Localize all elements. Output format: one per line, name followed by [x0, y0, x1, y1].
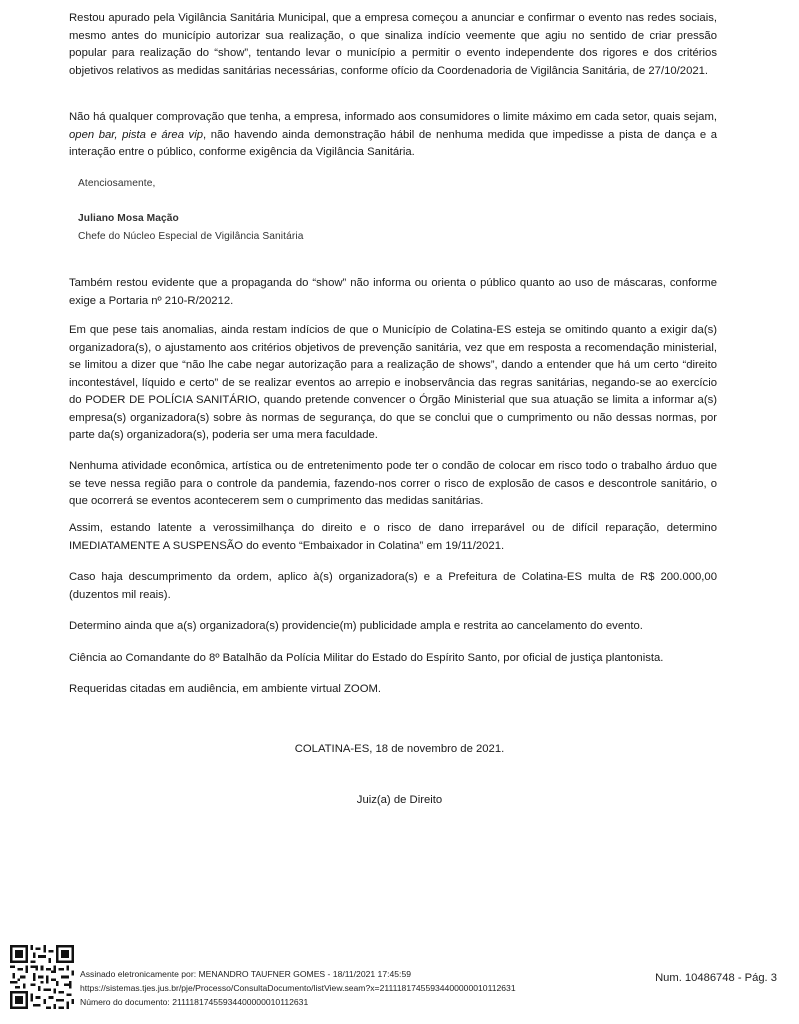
quoted-signer-name: Juliano Mosa Mação — [78, 213, 179, 224]
paragraph-text: Não há qualquer comprovação que tenha, a empresa, informado aos consumidores o limite máximo em cada setor, quais sejam, — [69, 111, 717, 123]
footer-document-url[interactable]: https://sistemas.tjes.jus.br/pje/Processo/ConsultaDocumento/listView.seam?x=21111817455934400000010112631 — [80, 983, 516, 993]
paragraph-sem-comprovacao — [69, 109, 717, 162]
paragraph-multa: Caso haja descumprimento da ordem, aplico à(s) organizadora(s) e a Prefeitura de Colatina-ES multa de R$ 200.000,00 (duzentos mil reais). — [69, 571, 717, 601]
footer-document-number: Número do documento: 21111817455934400000010112631 — [80, 997, 309, 1007]
paragraph-text: , não havendo ainda demonstração hábil de nenhuma medida que impedisse a pista de dança e a interação entre o público, conforme exigência da Vigilância Sanitária. — [69, 128, 717, 158]
paragraph-vigilancia-apurado: Restou apurado pela Vigilância Sanitária Municipal, que a empresa começou a anunciar e confirmar o evento nas redes sociais, mesmo antes do município autorizar sua realização, o que sinaliza indício veemente que agiu no sentido de criar pressão popular para realização do “show”, tentando levar o município a permitir o evento independente dos rigores e dos critérios objetivos relativos as medidas sanitárias necessárias, conforme ofício da Coordenadoria de Vigilância Sanitária, de 27/10/2021. — [69, 12, 717, 77]
place-date: COLATINA-ES, 18 de novembro de 2021. — [294, 743, 505, 755]
paragraph-publicidade: Determino ainda que a(s) organizadora(s) providencie(m) publicidade ampla e restrita ao cancelamento do evento. — [69, 620, 643, 632]
emphasis-text: open bar, pista e área vip — [69, 128, 204, 141]
quoted-signer-title: Chefe do Núcleo Especial de Vigilância Sanitária — [78, 231, 304, 242]
qr-code-icon — [10, 945, 74, 1009]
paragraph-ciencia-comandante: Ciência ao Comandante do 8º Batalhão da Polícia Militar do Estado do Espírito Santo, por oficial de justiça plantonista. — [69, 652, 664, 664]
paragraph-anomalias: Em que pese tais anomalias, ainda restam indícios de que o Município de Colatina-ES esteja se omitindo quanto a exigir da(s) organizadora(s), o ajustamento aos critérios objetivos de prevenção sanitária, vez que em resposta a recomendação ministerial, se limitou a dizer que “não lhe cabe negar autorização para a realização de shows”, dando a entender que há um certo “direito incontestável, líquido e certo” de se realizar eventos ao arrepio e inobservância das regras sanitárias, negando-se ao exercício do PODER DE POLÍCIA SANITÁRIO, quando pretende convencer o Órgão Ministerial que sua atuação se limita a informar a(s) empresa(s) organizadora(s) sobre às normas de segurança, do que se conclui que o cumprimento ou não dessas normas, por parte da(s) organizadora(s), poderia ser uma mera faculdade. — [69, 324, 717, 441]
footer-signed-by: Assinado eletronicamente por: MENANDRO TAUFNER GOMES - 18/11/2021 17:45:59 — [80, 969, 412, 979]
judge-signature-line: Juiz(a) de Direito — [356, 794, 443, 806]
quoted-closing: Atenciosamente, — [78, 178, 156, 189]
paragraph-propaganda: Também restou evidente que a propaganda do “show” não informa ou orienta o público quanto ao uso de máscaras, conforme exige a Portaria nº 210-R/20212. — [69, 277, 717, 307]
paragraph-requeridas-citadas: Requeridas citadas em audiência, em ambiente virtual ZOOM. — [69, 683, 382, 695]
page-reference: Num. 10486748 - Pág. 3 — [655, 972, 777, 984]
paragraph-nenhuma-atividade: Nenhuma atividade econômica, artística ou de entretenimento pode ter o condão de colocar em risco todo o trabalho árduo que se teve nessa região para o controle da pandemia, fazendo-nos correr o risco de explosão de casos e descontrole sanitário, o que ocorrerá se eventos acontecerem sem o cumprimento das medidas sanitárias. — [69, 460, 717, 507]
paragraph-determino-suspensao: Assim, estando latente a verossimilhança do direito e o risco de dano irreparável ou de difícil reparação, determino IMEDIATAMENTE A SUSPENSÃO do evento “Embaixador in Colatina” em 19/11/2021. — [69, 522, 717, 552]
